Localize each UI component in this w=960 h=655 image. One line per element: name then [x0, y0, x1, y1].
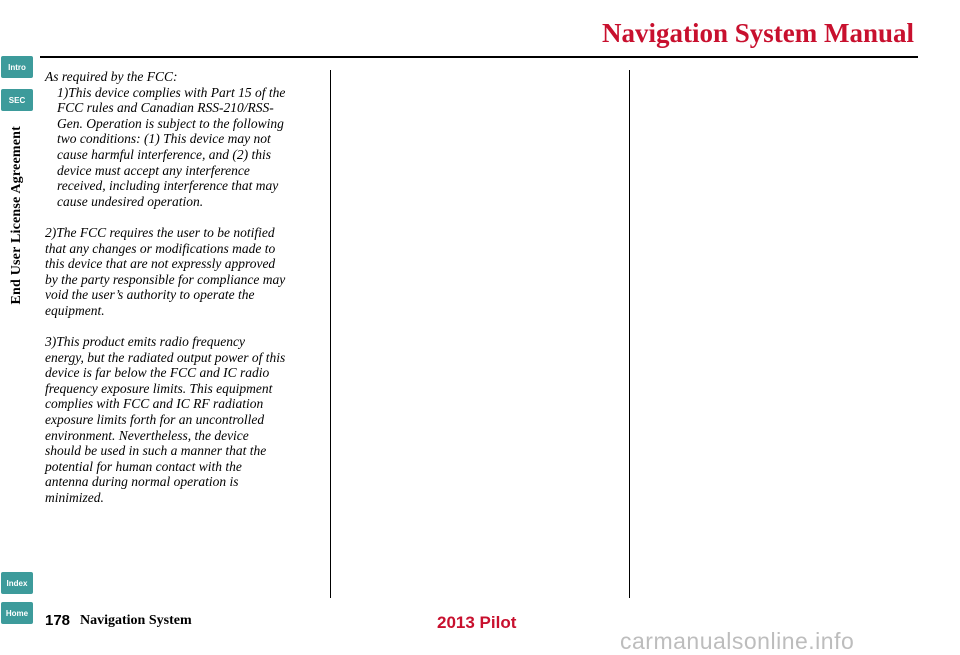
- text-line: potential for human contact with the: [45, 458, 242, 474]
- column-divider: [629, 70, 630, 598]
- text-line: should be used in such a manner that the: [45, 443, 267, 459]
- text-line: received, including interference that may: [57, 178, 279, 194]
- text-line: 3)This product emits radio frequency: [45, 334, 245, 350]
- text-line: complies with FCC and IC RF radiation: [45, 396, 264, 412]
- home-button[interactable]: Home: [1, 602, 33, 624]
- column-divider: [330, 70, 331, 598]
- text-line: frequency exposure limits. This equipment: [45, 380, 273, 396]
- fcc-paragraph-2: [45, 225, 325, 319]
- text-line: environment. Nevertheless, the device: [45, 427, 249, 443]
- text-line: void the user’s authority to operate the: [45, 287, 255, 303]
- fcc-paragraph-3: [45, 334, 325, 506]
- manual-title: Navigation System Manual: [601, 18, 914, 48]
- text-line: by the party responsible for compliance may: [45, 271, 286, 287]
- text-line: Gen. Operation is subject to the following: [57, 115, 284, 131]
- section-side-tab: [4, 110, 30, 320]
- text-line: 1)This device complies with Part 15 of the: [57, 84, 286, 100]
- text-line: cause harmful interference, and (2) this: [57, 146, 271, 162]
- intro-button[interactable]: Intro: [1, 56, 33, 78]
- sec-button[interactable]: SEC: [1, 89, 33, 111]
- fcc-paragraph-1: [45, 69, 325, 209]
- index-button[interactable]: Index: [1, 572, 33, 594]
- fcc-notice-text: [45, 69, 325, 521]
- text-line: 2)The FCC requires the user to be notified: [45, 224, 275, 240]
- text-line: FCC rules and Canadian RSS-210/RSS-: [57, 100, 274, 116]
- text-line: device is far below the FCC and IC radio: [45, 365, 270, 381]
- section-side-tab-label: End User License Agreement: [9, 125, 24, 305]
- text-line: device must accept any interference: [57, 162, 250, 178]
- text-line: antenna during normal operation is: [45, 474, 239, 490]
- text-line: energy, but the radiated output power of this: [45, 349, 286, 365]
- site-watermark: carmanualsonline.info: [620, 628, 855, 654]
- text-line: As required by the FCC:: [45, 69, 178, 84]
- text-line: minimized.: [45, 490, 104, 506]
- model-watermark: 2013 Pilot: [437, 613, 517, 632]
- text-line: that any changes or modifications made to: [45, 240, 276, 256]
- footer-section-title: Navigation System: [80, 613, 192, 628]
- text-line: cause undesired operation.: [57, 193, 204, 209]
- page-number: 178: [45, 612, 71, 629]
- text-line: this device that are not expressly approved: [45, 256, 276, 272]
- header-rule: [40, 56, 918, 58]
- text-line: equipment.: [45, 302, 105, 318]
- text-line: exposure limits forth for an uncontrolled: [45, 412, 265, 428]
- text-line: two conditions: (1) This device may not: [57, 131, 271, 147]
